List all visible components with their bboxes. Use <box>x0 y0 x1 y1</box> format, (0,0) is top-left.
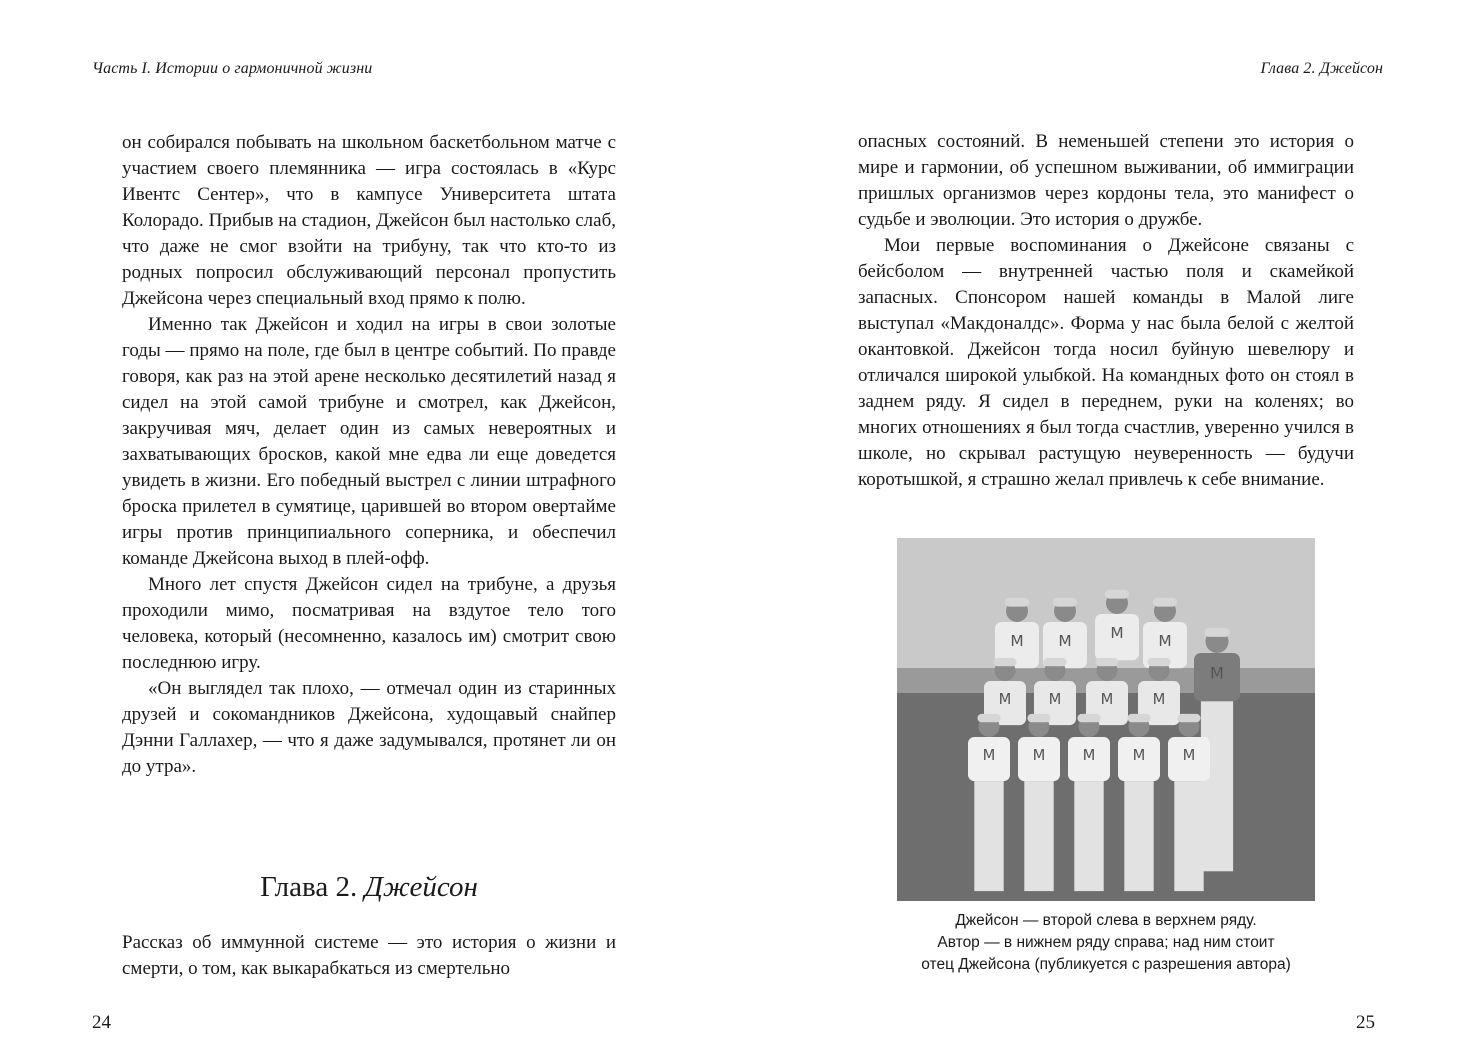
svg-text:M: M <box>1210 663 1224 683</box>
player-figure <box>1118 714 1160 891</box>
running-head: Глава 2. Джейсон <box>1260 60 1383 77</box>
svg-text:M: M <box>1182 747 1196 765</box>
caption-line: отец Джейсона (публикуется с разрешения автора) <box>921 956 1291 973</box>
right-page <box>737 0 1475 1045</box>
body-text-after-heading <box>122 930 616 982</box>
chapter-heading <box>122 870 616 904</box>
left-page <box>0 0 737 1045</box>
caption-line: Джейсон — второй слева в верхнем ряду. <box>955 912 1257 929</box>
player-figure <box>1018 714 1060 891</box>
svg-text:M: M <box>1110 624 1124 643</box>
svg-text:M: M <box>982 747 996 765</box>
svg-text:M: M <box>1100 691 1114 709</box>
chapter-name: Джейсон <box>364 871 478 903</box>
paragraph: Именно так Джейсон и ходил на игры в свои золотые годы — прямо на поле, где был в центре событий. По правде говоря, как раз на этой арене несколько десятилетий назад я сидел на этой самой трибуне и смотрел, как Джейсон, закручивая мяч, делает один из самых невероятных и захватывающих бросков, какой мне едва ли еще доведется увидеть в жизни. Его победный выстрел с линии штрафного броска прилетел в сумятице, царившей во втором овертайме игры против принципиального соперника, и обеспечил команде Джейсона выход в плей-офф. <box>122 314 616 569</box>
svg-text:M: M <box>1132 747 1146 765</box>
svg-text:M: M <box>1010 632 1024 651</box>
team-photo-icon <box>897 538 1315 901</box>
running-head: Часть I. Истории о гармоничной жизни <box>92 60 373 77</box>
svg-text:M: M <box>1048 691 1062 709</box>
paragraph: «Он выглядел так плохо, — отмечал один из старинных друзей и сокомандников Джейсона, худощавый снайпер Дэнни Галлахер, — что я даже задумывался, протянет ли он до утра». <box>122 678 616 777</box>
body-text <box>858 129 1354 493</box>
paragraph: опасных состояний. В неменьшей степени это история о мире и гармонии, об успешном выживании, об иммиграции пришлых организмов через кордоны тела, это манифест о судьбе и эволюции. Это история о дружбе. <box>858 131 1354 230</box>
team-photo-drawing <box>897 538 1315 901</box>
photo-caption <box>858 910 1354 976</box>
caption-line: Автор — в нижнем ряду справа; над ним стоит <box>937 934 1275 951</box>
body-text <box>122 130 616 780</box>
svg-text:M: M <box>1152 691 1166 709</box>
paragraph: Мои первые воспоминания о Джейсоне связаны с бейсболом — внутренней частью поля и скамейкой запасных. Спонсором нашей команды в Малой лиге выступал «Макдоналдс». Форма у нас была белой с желтой окантовкой. Джейсон тогда носил буйную шевелюру и отличался широкой улыбкой. На командных фото он стоял в заднем ряду. Я сидел в переднем, руки на коленях; во многих отношениях я был тогда счастлив, уверенно учился в школе, но скрывал растущую неуверенность — будучи коротышкой, я страшно желал привлечь к себе внимание. <box>858 235 1354 490</box>
player-figure <box>1068 714 1110 891</box>
chapter-number: Глава 2. <box>260 871 358 903</box>
svg-text:M: M <box>1082 747 1096 765</box>
page-number: 25 <box>1356 1012 1375 1033</box>
svg-text:M: M <box>1032 747 1046 765</box>
svg-text:M: M <box>1158 632 1172 651</box>
svg-text:M: M <box>998 691 1012 709</box>
player-figure <box>1168 714 1210 891</box>
paragraph: Много лет спустя Джейсон сидел на трибуне, а друзья проходили мимо, посматривая на вздутое тело того человека, который (несомненно, казалось им) смотрит свою последнюю игру. <box>122 574 616 673</box>
paragraph: Рассказ об иммунной системе — это история о жизни и смерти, о том, как выкарабкаться из смертельно <box>122 932 616 979</box>
page-number: 24 <box>92 1012 111 1033</box>
paragraph: он собирался побывать на школьном баскетбольном матче с участием своего племянника — игра состоялась в «Курс Ивентс Сентер», что в кампусе Университета штата Колорадо. Прибыв на стадион, Джейсон был настолько слаб, что даже не смог взойти на трибуну, так что кто-то из родных попросил обслуживающий персонал пропустить Джейсона через специальный вход прямо к полю. <box>122 132 616 309</box>
svg-text:M: M <box>1058 632 1072 651</box>
